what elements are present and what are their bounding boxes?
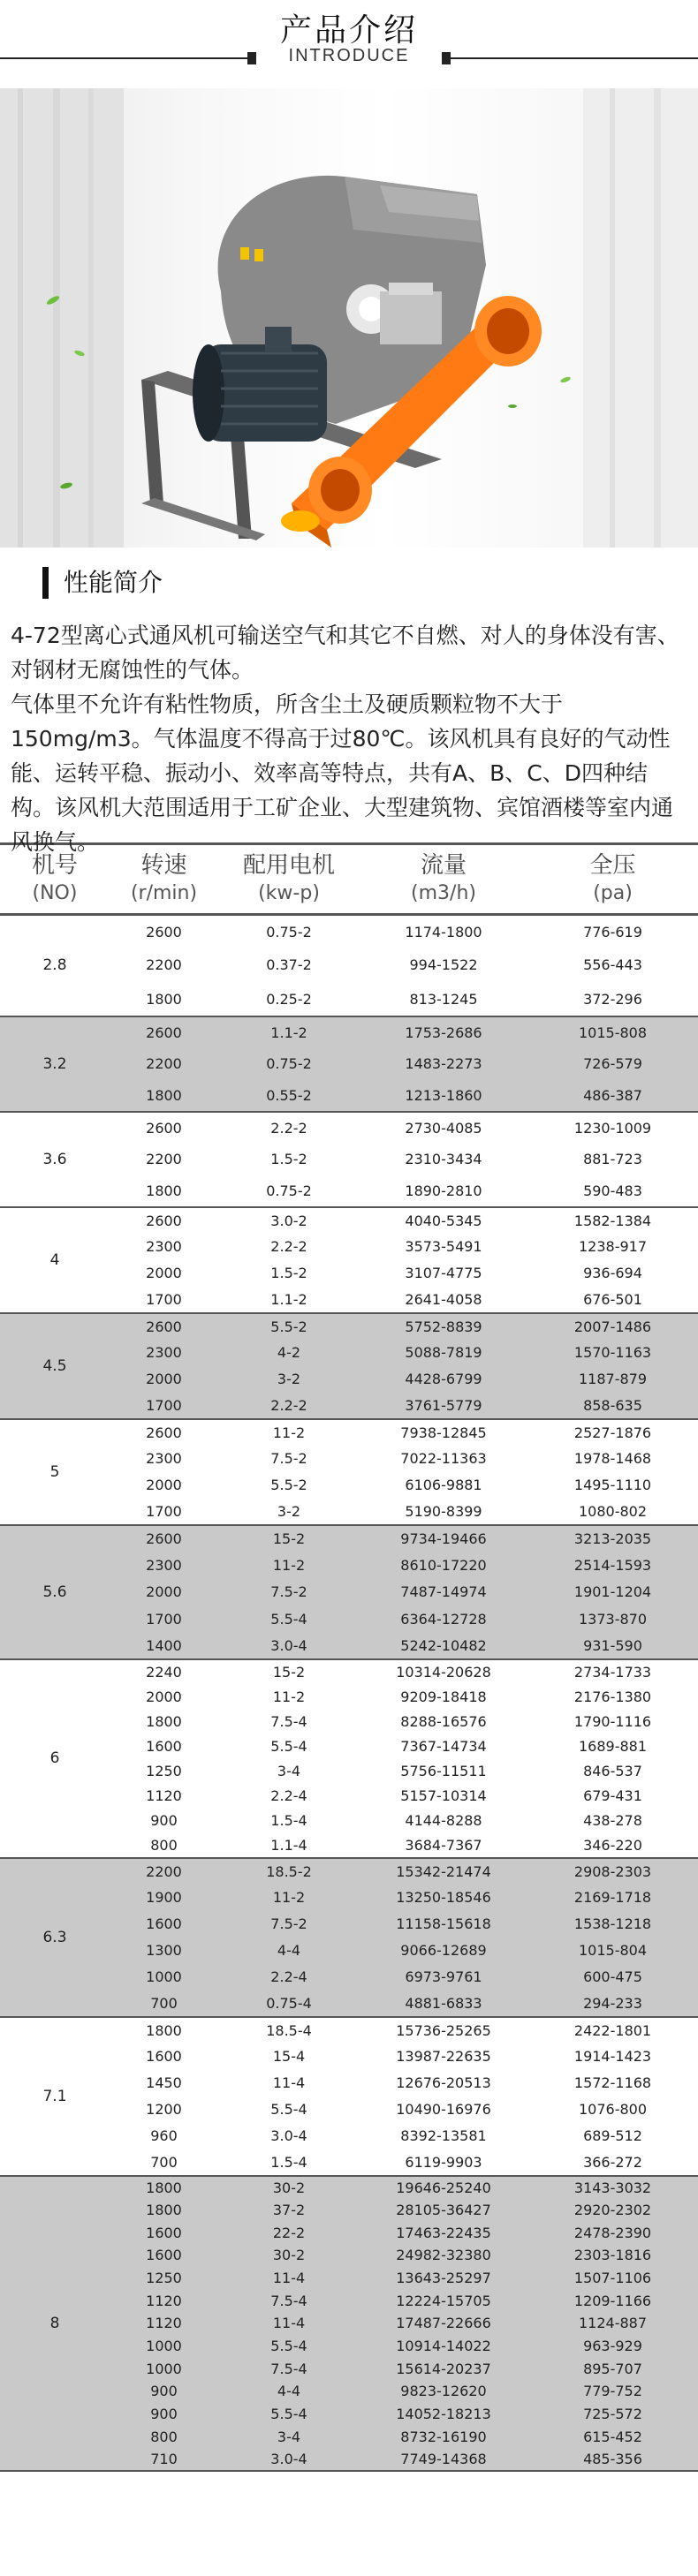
- spec-group: [0, 1858, 698, 2017]
- pressure-cell: 858-635: [527, 1393, 698, 1419]
- section-bar: [42, 567, 49, 599]
- flow-cell: 9734-19466: [360, 1525, 527, 1552]
- speed-cell: 2600: [110, 1525, 218, 1552]
- pressure-cell: 2176-1380: [527, 1685, 698, 1710]
- pressure-cell: 2734-1733: [527, 1659, 698, 1684]
- flow-cell: 8392-13581: [360, 2123, 527, 2149]
- pressure-cell: 1230-1009: [527, 1112, 698, 1144]
- pressure-cell: 1978-1468: [527, 1446, 698, 1472]
- pressure-cell: 1495-1110: [527, 1472, 698, 1499]
- model-number-cell: 4: [0, 1207, 110, 1313]
- motor-cell: 1.5-2: [218, 1144, 360, 1175]
- flow-cell: 3573-5491: [360, 1234, 527, 1260]
- pressure-cell: 1582-1384: [527, 1207, 698, 1234]
- spec-group: [0, 1207, 698, 1313]
- pressure-cell: 346-220: [527, 1833, 698, 1858]
- pressure-cell: 2007-1486: [527, 1313, 698, 1340]
- table-row: [0, 1313, 698, 1340]
- flow-cell: 15614-20237: [360, 2358, 527, 2381]
- speed-cell: 1250: [110, 2267, 218, 2290]
- flow-cell: 7367-14734: [360, 1734, 527, 1759]
- motor-cell: 0.75-2: [218, 915, 360, 949]
- pressure-cell: 1076-800: [527, 2096, 698, 2123]
- motor-cell: 3-4: [218, 1759, 360, 1784]
- pressure-cell: 1080-802: [527, 1499, 698, 1525]
- speed-cell: 1600: [110, 2043, 218, 2070]
- speed-cell: 1700: [110, 1499, 218, 1525]
- speed-cell: 1600: [110, 2244, 218, 2267]
- speed-cell: 2300: [110, 1234, 218, 1260]
- model-number-cell: 5: [0, 1419, 110, 1525]
- pressure-cell: 2908-2303: [527, 1858, 698, 1885]
- motor-cell: 4-4: [218, 2381, 360, 2404]
- pressure-cell: 438-278: [527, 1809, 698, 1833]
- flow-cell: 10914-14022: [360, 2335, 527, 2358]
- speed-cell: 1120: [110, 2290, 218, 2313]
- motor-cell: 11-2: [218, 1552, 360, 1579]
- pressure-cell: 1373-870: [527, 1606, 698, 1633]
- flow-cell: 24982-32380: [360, 2244, 527, 2267]
- speed-cell: 1600: [110, 1911, 218, 1938]
- pressure-cell: 1209-1166: [527, 2290, 698, 2313]
- pressure-cell: 485-356: [527, 2449, 698, 2472]
- flow-cell: 3684-7367: [360, 1833, 527, 1858]
- motor-cell: 4-2: [218, 1340, 360, 1366]
- table-row: [0, 915, 698, 949]
- subtitle-row: [0, 46, 698, 71]
- motor-cell: 3.0-4: [218, 1633, 360, 1659]
- motor-cell: 7.5-2: [218, 1579, 360, 1605]
- motor-cell: 0.75-2: [218, 1048, 360, 1080]
- flow-cell: 19646-25240: [360, 2176, 527, 2199]
- motor-cell: 30-2: [218, 2176, 360, 2199]
- speed-cell: 1800: [110, 2199, 218, 2222]
- motor-cell: 37-2: [218, 2199, 360, 2222]
- speed-cell: 1000: [110, 2358, 218, 2381]
- model-number-cell: 8: [0, 2176, 110, 2471]
- speed-cell: 900: [110, 2381, 218, 2404]
- motor-cell: 7.5-2: [218, 1446, 360, 1472]
- motor-cell: 11-4: [218, 2070, 360, 2096]
- speed-cell: 2600: [110, 915, 218, 949]
- speed-cell: 2000: [110, 1260, 218, 1287]
- pressure-cell: 931-590: [527, 1633, 698, 1659]
- speed-cell: 1000: [110, 1964, 218, 1991]
- spec-group: [0, 1313, 698, 1419]
- speed-cell: 2240: [110, 1659, 218, 1684]
- page-subtitle: INTRODUCE: [288, 46, 410, 65]
- pressure-cell: 846-537: [527, 1759, 698, 1784]
- pressure-cell: 366-272: [527, 2149, 698, 2176]
- speed-cell: 2300: [110, 1552, 218, 1579]
- speed-cell: 1600: [110, 1734, 218, 1759]
- spec-group: [0, 2017, 698, 2176]
- flow-cell: 6119-9903: [360, 2149, 527, 2176]
- flow-cell: 10490-16976: [360, 2096, 527, 2123]
- page-header: [0, 0, 698, 88]
- pressure-cell: 1015-808: [527, 1016, 698, 1048]
- speed-cell: 2000: [110, 1472, 218, 1499]
- speed-cell: 1200: [110, 2096, 218, 2123]
- flow-cell: 15342-21474: [360, 1858, 527, 1885]
- flow-cell: 9823-12620: [360, 2381, 527, 2404]
- speed-cell: 1120: [110, 2313, 218, 2336]
- speed-cell: 710: [110, 2449, 218, 2472]
- speed-cell: 1450: [110, 2070, 218, 2096]
- pressure-cell: 2478-2390: [527, 2222, 698, 2245]
- motor-cell: 7.5-2: [218, 1911, 360, 1938]
- flow-cell: 5752-8839: [360, 1313, 527, 1340]
- spec-group: [0, 1659, 698, 1858]
- motor-cell: 2.2-2: [218, 1234, 360, 1260]
- speed-cell: 900: [110, 1809, 218, 1833]
- motor-cell: 11-2: [218, 1685, 360, 1710]
- spec-group: [0, 1112, 698, 1207]
- pressure-cell: 486-387: [527, 1080, 698, 1112]
- motor-cell: 0.55-2: [218, 1080, 360, 1112]
- pressure-cell: 1238-917: [527, 1234, 698, 1260]
- flow-cell: 5088-7819: [360, 1340, 527, 1366]
- motor-cell: 0.25-2: [218, 983, 360, 1017]
- speed-cell: 900: [110, 2403, 218, 2426]
- pressure-cell: 3213-2035: [527, 1525, 698, 1552]
- spec-group: [0, 2176, 698, 2471]
- section-heading: [0, 548, 698, 618]
- flow-cell: 1174-1800: [360, 915, 527, 949]
- flow-cell: 5756-11511: [360, 1759, 527, 1784]
- product-image: [0, 88, 698, 548]
- pressure-cell: 963-929: [527, 2335, 698, 2358]
- flow-cell: 7749-14368: [360, 2449, 527, 2472]
- flow-cell: 8288-16576: [360, 1710, 527, 1734]
- table-row: [0, 1207, 698, 1234]
- intro-paragraph-1: 4-72型离心式通风机可输送空气和其它不自燃、对人的身体没有害、对钢材无腐蚀性的气体。: [11, 623, 679, 683]
- flow-cell: 8610-17220: [360, 1552, 527, 1579]
- flow-cell: 5190-8399: [360, 1499, 527, 1525]
- speed-cell: 1800: [110, 2017, 218, 2043]
- flow-cell: 5242-10482: [360, 1633, 527, 1659]
- table-row: [0, 1659, 698, 1684]
- flow-cell: 5157-10314: [360, 1784, 527, 1809]
- speed-cell: 2300: [110, 1446, 218, 1472]
- model-number-cell: 2.8: [0, 915, 110, 1017]
- flow-cell: 17487-22666: [360, 2313, 527, 2336]
- motor-cell: 1.5-4: [218, 1809, 360, 1833]
- section-title: 性能简介: [64, 568, 163, 597]
- motor-cell: 1.1-2: [218, 1287, 360, 1313]
- motor-cell: 0.37-2: [218, 948, 360, 983]
- motor-cell: 15-4: [218, 2043, 360, 2070]
- flow-cell: 813-1245: [360, 983, 527, 1017]
- pressure-cell: 2169-1718: [527, 1885, 698, 1911]
- pressure-cell: 1187-879: [527, 1366, 698, 1393]
- model-number-cell: 7.1: [0, 2017, 110, 2176]
- speed-cell: 2000: [110, 1366, 218, 1393]
- divider-block-left: [247, 52, 256, 64]
- spec-group: [0, 1016, 698, 1112]
- pressure-cell: 1538-1218: [527, 1911, 698, 1938]
- pressure-cell: 779-752: [527, 2381, 698, 2404]
- pressure-cell: 600-475: [527, 1964, 698, 1991]
- motor-cell: 1.1-2: [218, 1016, 360, 1048]
- page-title: 产品介绍: [279, 12, 418, 49]
- model-number-cell: 6: [0, 1659, 110, 1858]
- flow-cell: 28105-36427: [360, 2199, 527, 2222]
- motor-cell: 2.2-2: [218, 1393, 360, 1419]
- pressure-cell: 689-512: [527, 2123, 698, 2149]
- motor-cell: 5.5-4: [218, 1606, 360, 1633]
- pressure-cell: 590-483: [527, 1175, 698, 1207]
- motor-cell: 11-4: [218, 2267, 360, 2290]
- pressure-cell: 2527-1876: [527, 1419, 698, 1446]
- divider-left: [0, 57, 247, 59]
- pressure-cell: 1689-881: [527, 1734, 698, 1759]
- speed-cell: 1400: [110, 1633, 218, 1659]
- speed-cell: 1800: [110, 1175, 218, 1207]
- spec-group: [0, 1525, 698, 1659]
- pressure-cell: 556-443: [527, 948, 698, 983]
- speed-cell: 2000: [110, 1579, 218, 1605]
- flow-cell: 4040-5345: [360, 1207, 527, 1234]
- intro-text: [0, 618, 698, 855]
- flow-cell: 8732-16190: [360, 2426, 527, 2449]
- motor-cell: 18.5-2: [218, 1858, 360, 1885]
- fan-illustration: [0, 88, 698, 548]
- flow-cell: 13987-22635: [360, 2043, 527, 2070]
- motor-cell: 3-2: [218, 1499, 360, 1525]
- flow-cell: 4144-8288: [360, 1809, 527, 1833]
- motor-cell: 5.5-4: [218, 2403, 360, 2426]
- header-flow: 流量 (m3/h): [360, 844, 527, 915]
- flow-cell: 7022-11363: [360, 1446, 527, 1472]
- intro-paragraph-2: 气体里不允许有粘性物质，所含尘土及硬质颗粒物不大于150mg/m3。气体温度不得高于过80℃。该风机具有良好的气动性能、运转平稳、振动小、效率高等特点，共有A、B、C、D四种结构。该风机大范围适用于工矿企业、大型建筑物、宾馆酒楼等室内通风换气。: [11, 691, 674, 855]
- flow-cell: 9066-12689: [360, 1938, 527, 1964]
- pressure-cell: 1790-1116: [527, 1710, 698, 1734]
- speed-cell: 1600: [110, 2222, 218, 2245]
- flow-cell: 4428-6799: [360, 1366, 527, 1393]
- speed-cell: 1300: [110, 1938, 218, 1964]
- pressure-cell: 1124-887: [527, 2313, 698, 2336]
- pressure-cell: 2514-1593: [527, 1552, 698, 1579]
- pressure-cell: 1901-1204: [527, 1579, 698, 1605]
- speed-cell: 2600: [110, 1112, 218, 1144]
- flow-cell: 4881-6833: [360, 1991, 527, 2017]
- pressure-cell: 725-572: [527, 2403, 698, 2426]
- motor-cell: 5.5-4: [218, 1734, 360, 1759]
- pressure-cell: 1914-1423: [527, 2043, 698, 2070]
- motor-cell: 3.0-4: [218, 2449, 360, 2472]
- pressure-cell: 726-579: [527, 1048, 698, 1080]
- table-row: [0, 2017, 698, 2043]
- pressure-cell: 1507-1106: [527, 2267, 698, 2290]
- pressure-cell: 776-619: [527, 915, 698, 949]
- motor-cell: 30-2: [218, 2244, 360, 2267]
- flow-cell: 1213-1860: [360, 1080, 527, 1112]
- motor-cell: 11-2: [218, 1885, 360, 1911]
- motor-cell: 3.0-2: [218, 1207, 360, 1234]
- model-number-cell: 3.6: [0, 1112, 110, 1207]
- flow-cell: 13250-18546: [360, 1885, 527, 1911]
- motor-cell: 11-2: [218, 1419, 360, 1446]
- motor-cell: 11-4: [218, 2313, 360, 2336]
- flow-cell: 17463-22435: [360, 2222, 527, 2245]
- flow-cell: 12224-15705: [360, 2290, 527, 2313]
- speed-cell: 960: [110, 2123, 218, 2149]
- pressure-cell: 1015-804: [527, 1938, 698, 1964]
- speed-cell: 2000: [110, 1685, 218, 1710]
- pressure-cell: 676-501: [527, 1287, 698, 1313]
- flow-cell: 3761-5779: [360, 1393, 527, 1419]
- speed-cell: 1120: [110, 1784, 218, 1809]
- motor-cell: 3-2: [218, 1366, 360, 1393]
- speed-cell: 700: [110, 2149, 218, 2176]
- speed-cell: 2200: [110, 1048, 218, 1080]
- speed-cell: 1700: [110, 1287, 218, 1313]
- model-number-cell: 5.6: [0, 1525, 110, 1659]
- speed-cell: 2200: [110, 948, 218, 983]
- flow-cell: 1753-2686: [360, 1016, 527, 1048]
- flow-cell: 11158-15618: [360, 1911, 527, 1938]
- flow-cell: 3107-4775: [360, 1260, 527, 1287]
- spec-table: [0, 842, 698, 2472]
- speed-cell: 2600: [110, 1419, 218, 1446]
- speed-cell: 2200: [110, 1858, 218, 1885]
- motor-cell: 15-2: [218, 1525, 360, 1552]
- speed-cell: 800: [110, 2426, 218, 2449]
- motor-cell: 0.75-2: [218, 1175, 360, 1207]
- motor-cell: 2.2-4: [218, 1784, 360, 1809]
- spec-table-header: [0, 844, 698, 915]
- flow-cell: 994-1522: [360, 948, 527, 983]
- flow-cell: 13643-25297: [360, 2267, 527, 2290]
- speed-cell: 2600: [110, 1313, 218, 1340]
- table-row: [0, 1016, 698, 1048]
- speed-cell: 700: [110, 1991, 218, 2017]
- speed-cell: 800: [110, 1833, 218, 1858]
- pressure-cell: 372-296: [527, 983, 698, 1017]
- motor-cell: 22-2: [218, 2222, 360, 2245]
- speed-cell: 1800: [110, 983, 218, 1017]
- flow-cell: 6106-9881: [360, 1472, 527, 1499]
- header-no: 机号 (NO): [0, 844, 110, 915]
- pressure-cell: 615-452: [527, 2426, 698, 2449]
- model-number-cell: 4.5: [0, 1313, 110, 1419]
- speed-cell: 2200: [110, 1144, 218, 1175]
- motor-cell: 18.5-4: [218, 2017, 360, 2043]
- speed-cell: 2600: [110, 1207, 218, 1234]
- flow-cell: 6364-12728: [360, 1606, 527, 1633]
- flow-cell: 7938-12845: [360, 1419, 527, 1446]
- table-row: [0, 1112, 698, 1144]
- speed-cell: 1800: [110, 1710, 218, 1734]
- motor-cell: 5.5-4: [218, 2096, 360, 2123]
- motor-cell: 1.5-4: [218, 2149, 360, 2176]
- flow-cell: 6973-9761: [360, 1964, 527, 1991]
- header-motor: 配用电机 (kw-p): [218, 844, 360, 915]
- speed-cell: 2600: [110, 1016, 218, 1048]
- flow-cell: 12676-20513: [360, 2070, 527, 2096]
- flow-cell: 15736-25265: [360, 2017, 527, 2043]
- flow-cell: 9209-18418: [360, 1685, 527, 1710]
- flow-cell: 2730-4085: [360, 1112, 527, 1144]
- table-row: [0, 1525, 698, 1552]
- speed-cell: 2300: [110, 1340, 218, 1366]
- flow-cell: 1483-2273: [360, 1048, 527, 1080]
- speed-cell: 1800: [110, 1080, 218, 1112]
- table-row: [0, 1419, 698, 1446]
- divider-block-right: [442, 52, 451, 64]
- flow-cell: 7487-14974: [360, 1579, 527, 1605]
- pressure-cell: 936-694: [527, 1260, 698, 1287]
- motor-cell: 1.5-2: [218, 1260, 360, 1287]
- speed-cell: 1250: [110, 1759, 218, 1784]
- pressure-cell: 895-707: [527, 2358, 698, 2381]
- pressure-cell: 2422-1801: [527, 2017, 698, 2043]
- motor-cell: 1.1-4: [218, 1833, 360, 1858]
- pressure-cell: 679-431: [527, 1784, 698, 1809]
- table-row: [0, 2176, 698, 2199]
- motor-cell: 4-4: [218, 1938, 360, 1964]
- motor-cell: 5.5-2: [218, 1472, 360, 1499]
- speed-cell: 1700: [110, 1606, 218, 1633]
- pressure-cell: 3143-3032: [527, 2176, 698, 2199]
- speed-cell: 1900: [110, 1885, 218, 1911]
- divider-right: [451, 57, 698, 59]
- model-number-cell: 6.3: [0, 1858, 110, 2017]
- pressure-cell: 881-723: [527, 1144, 698, 1175]
- pressure-cell: 1570-1163: [527, 1340, 698, 1366]
- motor-cell: 0.75-4: [218, 1991, 360, 2017]
- pressure-cell: 2303-1816: [527, 2244, 698, 2267]
- model-number-cell: 3.2: [0, 1016, 110, 1112]
- spec-group: [0, 915, 698, 1017]
- motor-cell: 7.5-4: [218, 1710, 360, 1734]
- header-pressure: 全压 (pa): [527, 844, 698, 915]
- pressure-cell: 2920-2302: [527, 2199, 698, 2222]
- table-row: [0, 1858, 698, 1885]
- motor-cell: 3.0-4: [218, 2123, 360, 2149]
- speed-cell: 1800: [110, 2176, 218, 2199]
- flow-cell: 14052-18213: [360, 2403, 527, 2426]
- motor-cell: 5.5-2: [218, 1313, 360, 1340]
- pressure-cell: 294-233: [527, 1991, 698, 2017]
- motor-cell: 3-4: [218, 2426, 360, 2449]
- speed-cell: 1700: [110, 1393, 218, 1419]
- motor-cell: 2.2-2: [218, 1112, 360, 1144]
- flow-cell: 1890-2810: [360, 1175, 527, 1207]
- motor-cell: 7.5-4: [218, 2290, 360, 2313]
- motor-cell: 5.5-4: [218, 2335, 360, 2358]
- flow-cell: 2310-3434: [360, 1144, 527, 1175]
- motor-cell: 15-2: [218, 1659, 360, 1684]
- pressure-cell: 1572-1168: [527, 2070, 698, 2096]
- header-speed: 转速 (r/min): [110, 844, 218, 915]
- flow-cell: 10314-20628: [360, 1659, 527, 1684]
- speed-cell: 1000: [110, 2335, 218, 2358]
- motor-cell: 7.5-4: [218, 2358, 360, 2381]
- spec-group: [0, 1419, 698, 1525]
- motor-cell: 2.2-4: [218, 1964, 360, 1991]
- flow-cell: 2641-4058: [360, 1287, 527, 1313]
